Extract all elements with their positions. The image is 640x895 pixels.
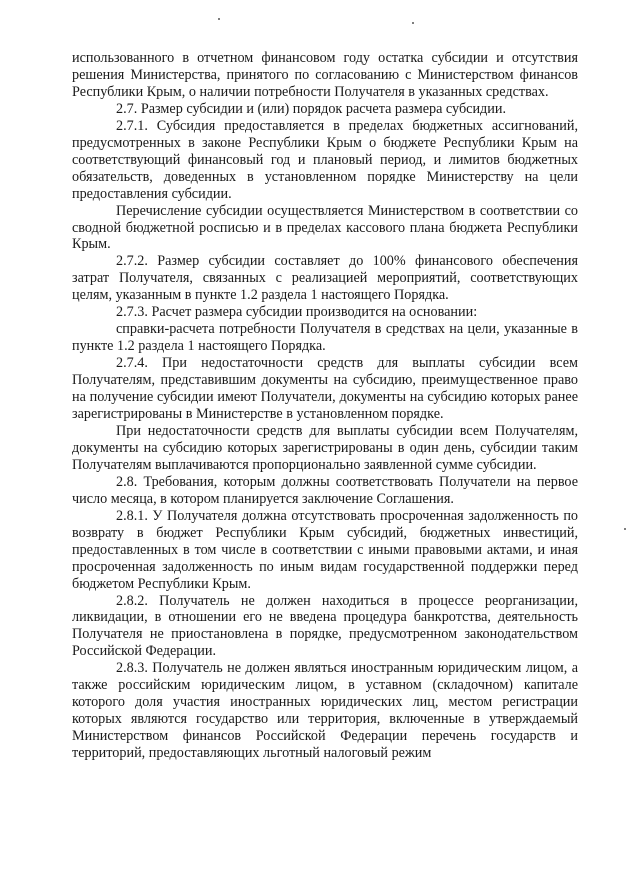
scan-speck [218, 18, 220, 20]
document-page [72, 50, 578, 762]
paragraph: 2.8.2. Получатель не должен находиться в процессе реорганизации, ликвидации, в отношении его не введена процедура банкротства, деятельность Получателя не приостановлена в порядке, предусмотренном законодательством Российской Федерации. [72, 592, 578, 660]
paragraph: 2.8.1. У Получателя должна отсутствовать просроченная задолженность по возврату в бюджет Республики Крым субсидий, бюджетных инвестиций, предоставленных в том числе в соответствии с иными правовыми актами, и иная просроченная задолженность по иным видам государственной поддержки перед бюджетом Республики Крым. [72, 507, 578, 592]
scan-speck [412, 22, 414, 24]
paragraph: использованного в отчетном финансовом году остатка субсидии и отсутствия решения Министерства, принятого по согласованию с Министерством финансов Республики Крым, о наличии потребности Получателя в указанных средствах. [72, 50, 578, 100]
paragraph: 2.7.4. При недостаточности средств для выплаты субсидии всем Получателям, представившим документы на субсидию, преимущественное право на получение субсидии имеют Получатели, документы на субсидию которых ранее зарегистрированы в Министерстве в установленном порядке. [72, 355, 578, 423]
paragraph: 2.7.2. Размер субсидии составляет до 100% финансового обеспечения затрат Получателя, связанных с реализацией мероприятий, соответствующих целям, указанным в пункте 1.2 раздела 1 настоящего Порядка. [72, 253, 578, 304]
paragraph: 2.8. Требования, которым должны соответствовать Получатели на первое число месяца, в котором планируется заключение Соглашения. [72, 473, 578, 507]
paragraph: 2.7.1. Субсидия предоставляется в пределах бюджетных ассигнований, предусмотренных в законе Республики Крым о бюджете Республики Крым на соответствующий финансовый год и плановый период, и лимитов бюджетных обязательств, доведенных в установленном порядке Министерству на цели предоставления субсидии. [72, 117, 578, 202]
paragraph: 2.7.3. Расчет размера субсидии производится на основании: [116, 304, 478, 321]
paragraph: 2.7. Размер субсидии и (или) порядок расчета размера субсидии. [116, 100, 507, 117]
paragraph: При недостаточности средств для выплаты субсидии всем Получателям, документы на субсидию которых зарегистрированы в один день, субсидии таким Получателям выплачиваются пропорционально заявленной сумме субсидии. [72, 422, 578, 473]
paragraph: Перечисление субсидии осуществляется Министерством в соответствии со сводной бюджетной росписью и в пределах кассового плана бюджета Республики Крым. [72, 202, 578, 253]
paragraph: справки-расчета потребности Получателя в средствах на цели, указанные в пункте 1.2 раздела 1 настоящего Порядка. [72, 321, 578, 355]
scan-speck [624, 528, 626, 530]
paragraph: 2.8.3. Получатель не должен являться иностранным юридическим лицом, а также российским юридическим лицом, в уставном (складочном) капитале которого доля участия иностранных юридических лиц, местом регистрации которых являются государство или территория, включенные в утверждаемый Министерством финансов Российской Федерации перечень государств и территорий, предоставляющих льготный налоговый режим [72, 660, 578, 762]
